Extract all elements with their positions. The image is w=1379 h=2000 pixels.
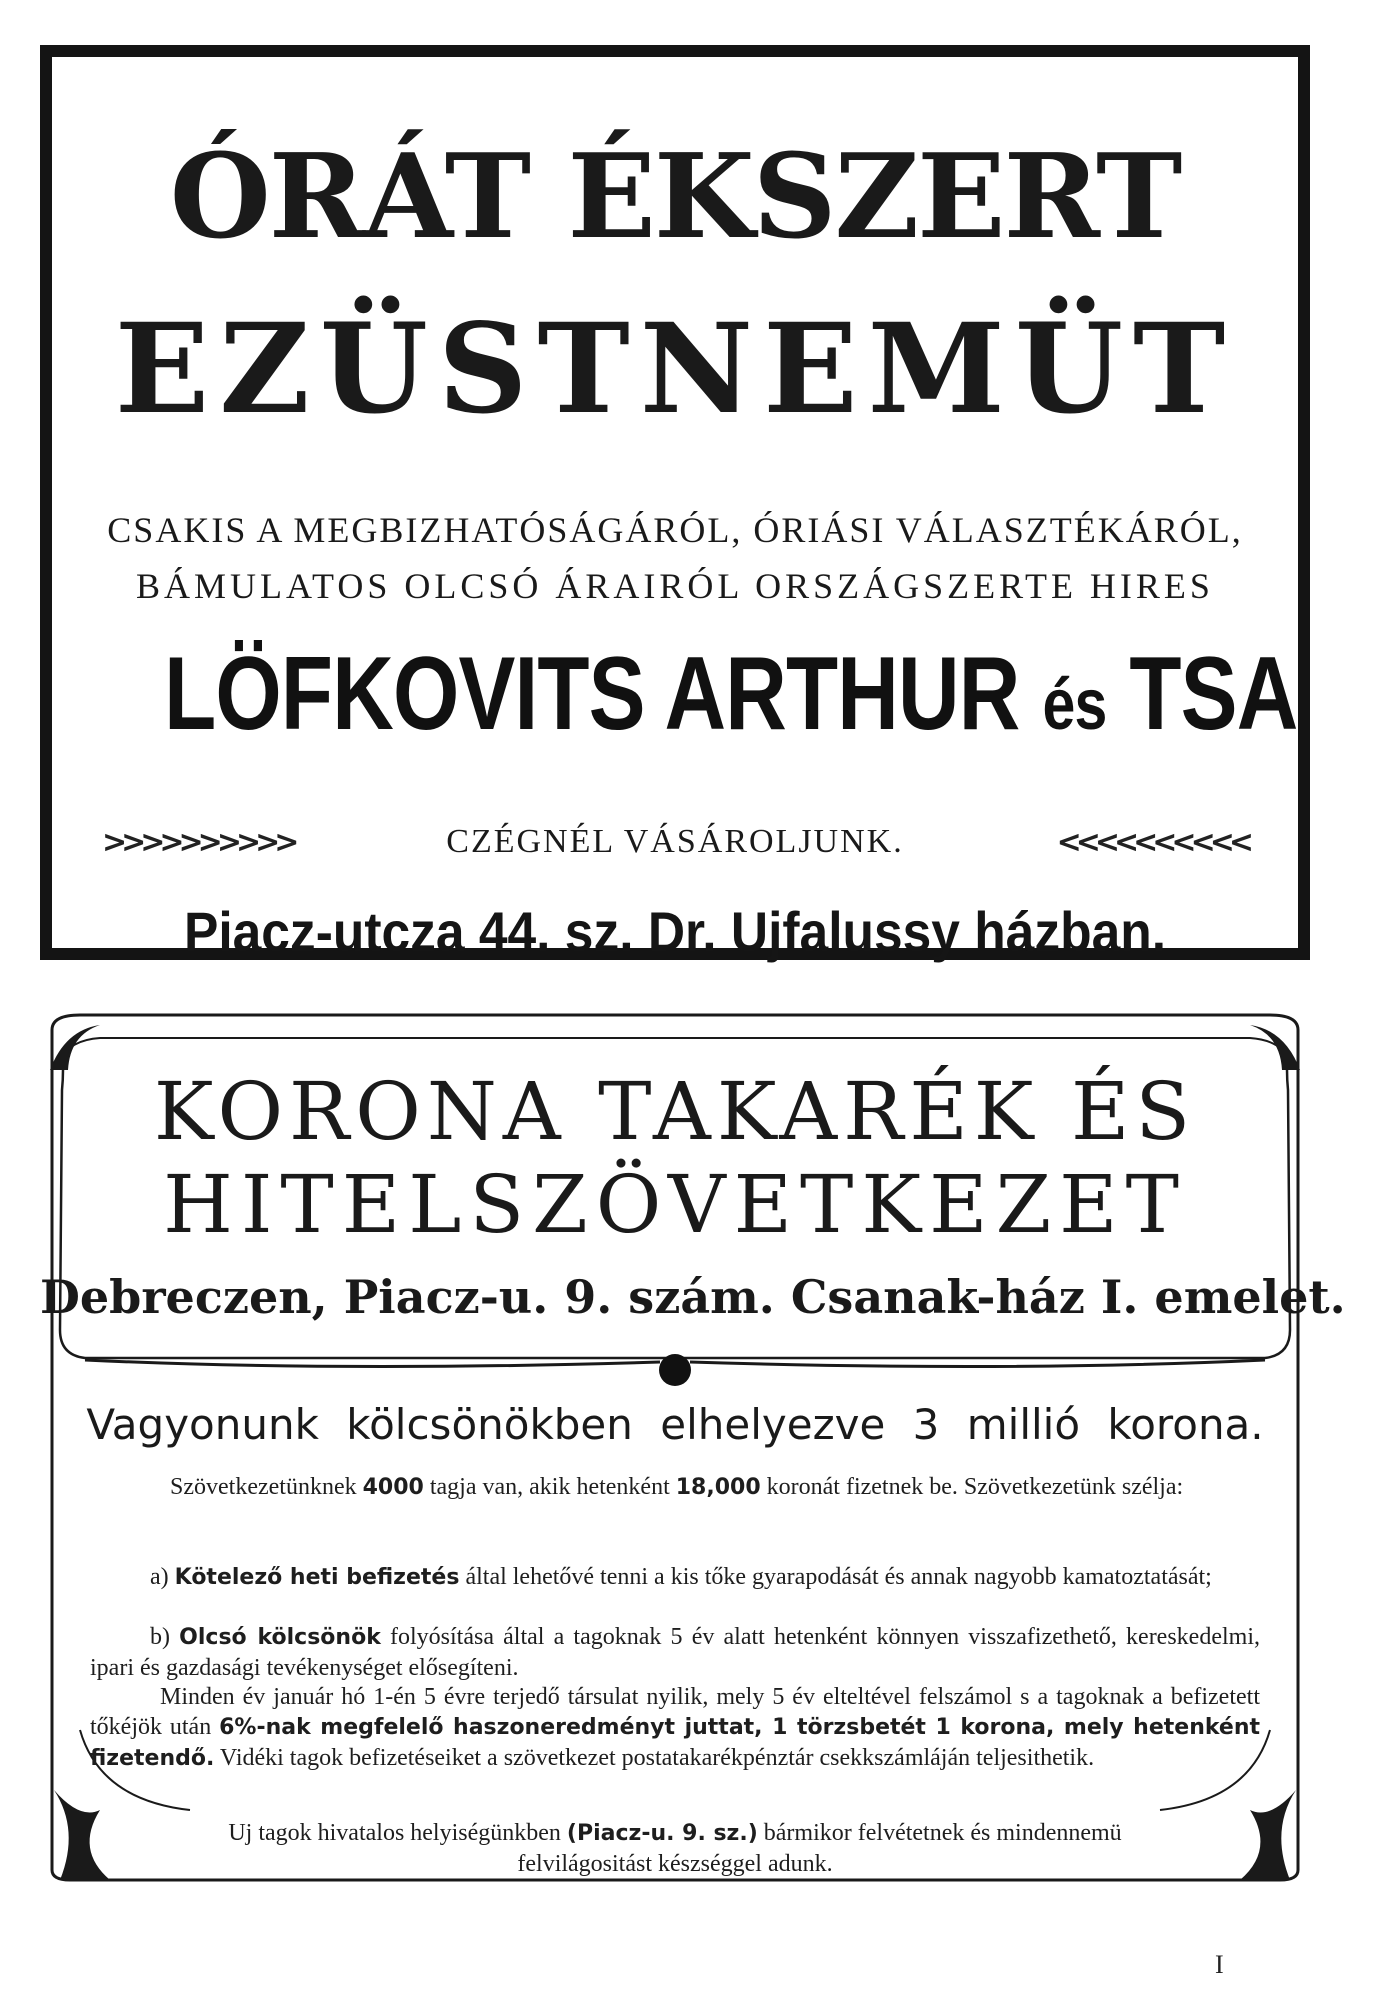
frame-top-curve <box>60 1038 1290 1060</box>
tagline-line2: BÁMULATOS OLCSÓ ÁRAIRÓL ORSZÁGSZERTE HIRES <box>136 566 1214 606</box>
frame-divider-left <box>85 1360 660 1367</box>
frame-corner-bottom-left <box>54 1790 110 1880</box>
call-to-action-row <box>102 817 1248 867</box>
frame-corner-top-left <box>50 1025 100 1070</box>
para3-rest: folyósítása által a tagoknak 5 év alatt hetenként könnyen visszafizethető, kereskedelmi, ipari és gazdasági tevékenységet elősegíteni. <box>90 1624 1260 1681</box>
savings-cooperative-advertisement <box>40 1010 1346 1885</box>
para2-prefix: a) <box>150 1564 175 1590</box>
title-line1: KORONA TAKARÉK ÉS <box>153 1065 1197 1158</box>
headline-line1: ÓRÁT ÉKSZERT <box>169 129 1181 265</box>
left-chevrons: >>>>>>>>>> <box>102 824 294 860</box>
call-to-action-text: CZÉGNÉL VÁSÁROLJUNK. <box>446 823 904 860</box>
page-number: I <box>1215 1950 1224 1979</box>
company-name-conj: és <box>1042 665 1107 745</box>
para5-text-a: Uj tagok hivatalos helyiségünkben <box>228 1820 567 1846</box>
title-line2: HITELSZÖVETKEZET <box>163 1158 1187 1251</box>
para2-bold: Kötelező heti befizetés <box>174 1565 460 1590</box>
para2-rest: által lehetővé tenni a kis tőke gyarapodását és annak nagyobb kamatoztatását; <box>459 1564 1212 1590</box>
headline-line2: EZÜSTNEMÜT <box>114 297 1236 442</box>
paragraph-annual-society <box>90 1682 1260 1774</box>
shop-address: Piacz-utcza 44. sz. Dr. Ujfalussy házban. <box>183 900 1167 963</box>
para4-bold: 6%-nak megfelelő haszoneredményt juttat, 1 törzsbetét 1 korona, mely hetenként fizetendő. <box>90 1715 1260 1771</box>
para1-text-b: tagja van, akik hetenként <box>423 1474 676 1500</box>
cooperative-address: Debreczen, Piacz-u. 9. szám. Csanak-ház I. emelet. <box>40 1270 1346 1324</box>
para1-weekly-amount: 18,000 <box>675 1475 761 1500</box>
right-chevrons: <<<<<<<<<< <box>1056 824 1248 860</box>
tagline-line1: CSAKIS A MEGBIZHATÓSÁGÁRÓL, ÓRIÁSI VÁLASZTÉKÁRÓL, <box>107 510 1243 550</box>
company-name-suffix: TSA <box>1129 636 1298 752</box>
para3-bold: Olcsó kölcsönök <box>179 1625 381 1650</box>
para5-bold: (Piacz-u. 9. sz.) <box>566 1821 758 1846</box>
para1-text-c: koronát fizetnek be. Szövetkezetünk szélja: <box>760 1474 1184 1500</box>
jewelry-advertisement <box>40 45 1310 963</box>
para3-prefix: b) <box>150 1624 180 1650</box>
company-name-main: LÖFKOVITS ARTHUR <box>164 636 1020 752</box>
para1-members-count: 4000 <box>362 1475 424 1500</box>
para1-text-a: Szövetkezetünknek <box>170 1474 363 1500</box>
assets-headline: Vagyonunk kölcsönökben elhelyezve 3 millió korona. <box>86 1400 1264 1449</box>
paragraph-membership <box>90 1472 1260 1503</box>
frame-divider-right <box>690 1360 1265 1367</box>
para4-text-b: Vidéki tagok befizetéseiket a szövetkezet postatakarékpénztár csekkszámláján teljesithetik. <box>214 1745 1095 1771</box>
paragraph-goal-b <box>90 1622 1260 1683</box>
company-name <box>164 635 1298 754</box>
frame-corner-bottom-right <box>1240 1790 1296 1880</box>
paragraph-goal-a <box>90 1562 1260 1593</box>
paragraph-new-members <box>210 1818 1140 1879</box>
para4-text-a: Minden év január hó 1-én 5 évre terjedő társulat nyilik, mely 5 év elteltével felszámol s a tagoknak a befizetett tőkéjök után <box>90 1684 1260 1740</box>
frame-corner-top-right <box>1250 1025 1300 1070</box>
frame-divider-dot <box>659 1354 691 1386</box>
para5-text-b: bármikor felvétetnek és mindennemü felvilágositást készséggel adunk. <box>517 1820 1122 1877</box>
